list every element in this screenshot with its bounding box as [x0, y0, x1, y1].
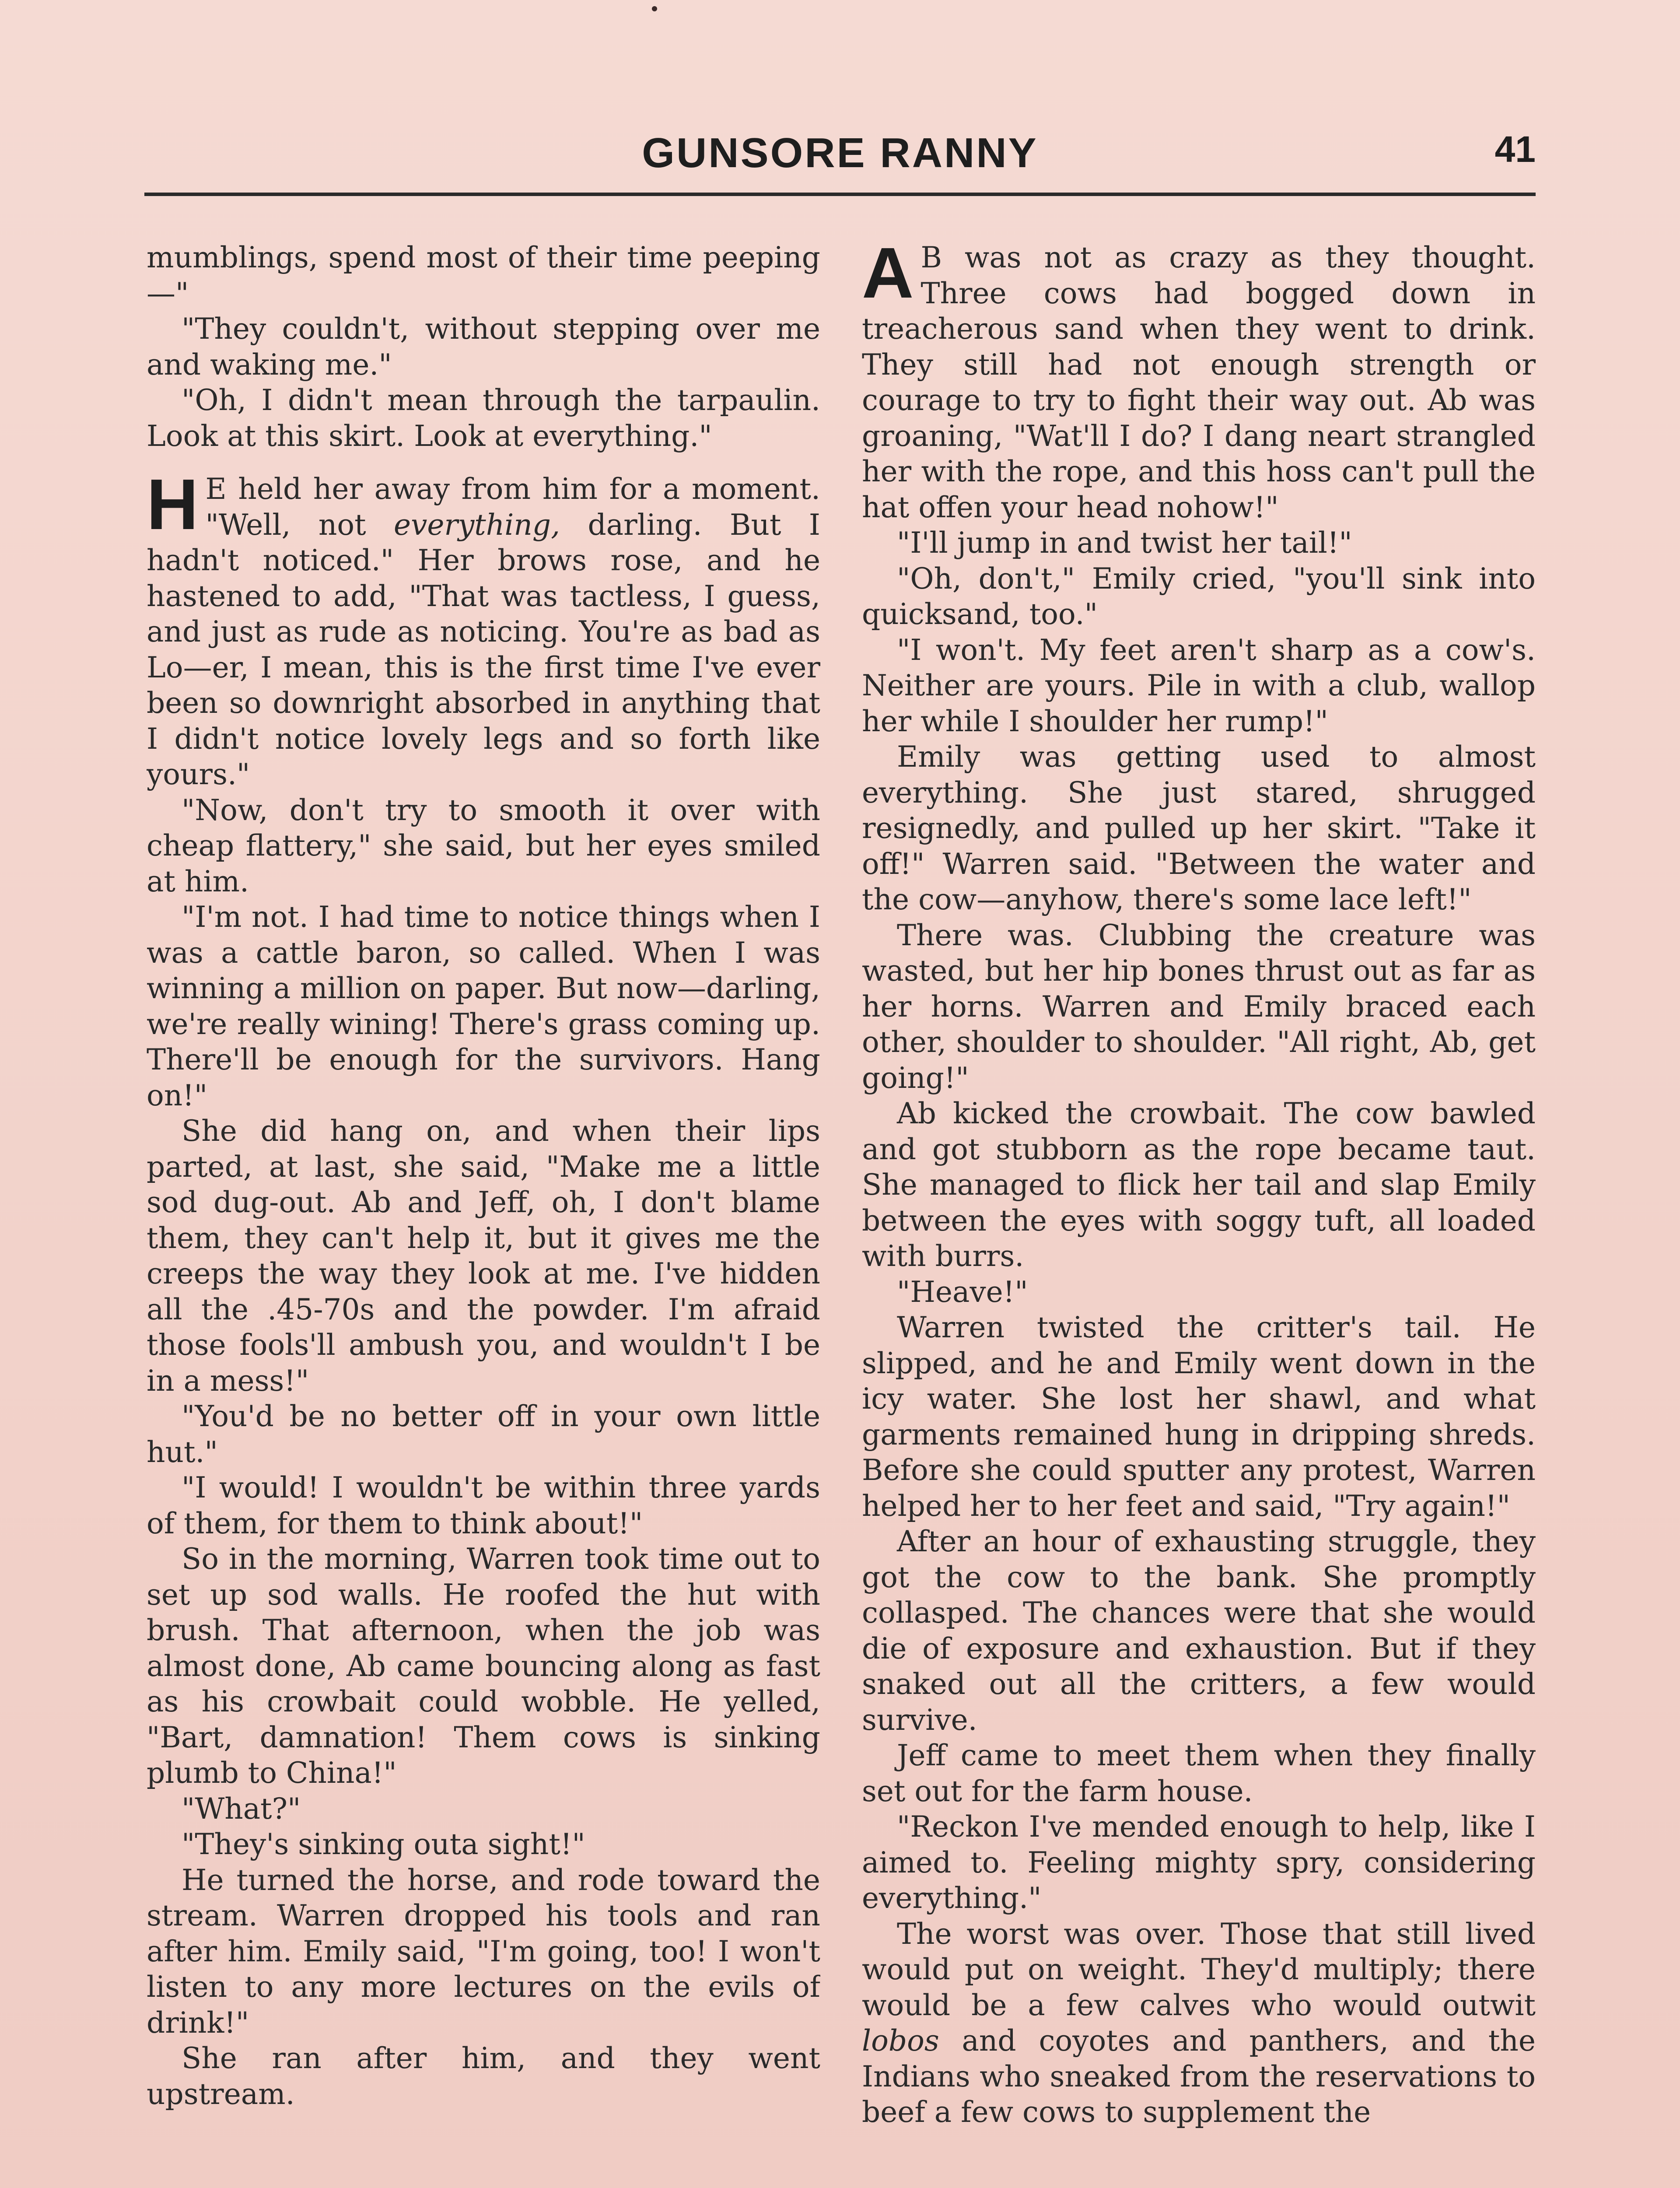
emphasis: lobos: [862, 2024, 939, 2058]
paragraph: So in the morning, Warren took time out to set up sod walls. He roofed the hut with brush. That afternoon, when the job was almost done, Ab came bouncing along as fast as his crowbait could wobble. He yelled, "Bart, damnation! Them cows is sinking plumb to China!": [147, 1542, 820, 1790]
paragraph: "I won't. My feet aren't sharp as a cow's. Neither are yours. Pile in with a club, wallop her while I shoulder her rump!": [862, 633, 1536, 738]
paragraph: mumblings, spend most of their time peeping—": [147, 241, 820, 310]
page-header: [144, 125, 1536, 182]
paragraph: He turned the horse, and rode toward the stream. Warren dropped his tools and ran after him. Emily said, "I'm going, too! I won't listen to any more lectures on the evils of drink!": [147, 1863, 820, 2040]
drop-cap: H: [147, 464, 199, 544]
paragraph: "They couldn't, without stepping over me and waking me.": [147, 312, 820, 382]
paragraph: She ran after him, and they went upstream.: [147, 2041, 820, 2111]
print-speck: [652, 6, 657, 11]
drop-cap: A: [862, 240, 914, 313]
text-run: B was not as crazy as they thought. Three cows had bogged down in treacherous sand when they went to drink. They still had not enough strength or courage to try to fight their way out. Ab was groaning, "Wat'll I do? I dang neart strangled her with the rope, and this hoss can't pull the hat offen your head nohow!": [862, 241, 1536, 524]
paragraph: "I'll jump in and twist her tail!": [897, 526, 1352, 560]
header-rule: [144, 193, 1536, 196]
left-column: [147, 240, 820, 2188]
paragraph: "Oh, I didn't mean through the tarpaulin. Look at this skirt. Look at everything.": [147, 383, 820, 453]
paragraph: "Reckon I've mended enough to help, like I aimed to. Feeling mighty spry, considering everything.": [862, 1810, 1536, 1915]
text-run: The worst was over. Those that still lived would put on weight. They'd multiply; there would be a few calves who would outwit: [862, 1917, 1536, 2022]
paragraph: Warren twisted the critter's tail. He slipped, and he and Emily went down in the icy water. She lost her shawl, and what garments remained hung in dripping shreds. Before she could sputter any protest, Warren helped her to her feet and said, "Try again!": [862, 1311, 1536, 1523]
paragraph: "Oh, don't," Emily cried, "you'll sink into quicksand, too.": [862, 561, 1536, 631]
paragraph: [862, 1916, 1536, 2130]
paragraph-dropcap: [862, 240, 1536, 525]
paragraph: After an hour of exhausting struggle, they got the cow to the bank. She promptly collasped. The chances were that she would die of exposure and exhaustion. But if they snaked out all the critters, a few would survive.: [862, 1525, 1536, 1737]
paragraph: "They's sinking outa sight!": [182, 1827, 585, 1861]
text-run: darling. But I hadn't noticed." Her brows rose, and he hastened to add, "That was tactless, I guess, and just as rude as noticing. You're as bad as Lo—er, I mean, this is the first time I've ever been so downright absorbed in anything that I didn't notice lovely legs and so forth like yours.": [147, 508, 820, 791]
paragraph: There was. Clubbing the creature was wasted, but her hip bones thrust out as far as her horns. Warren and Emily braced each other, shoulder to shoulder. "All right, Ab, get going!": [862, 918, 1536, 1095]
paragraph: She did hang on, and when their lips parted, at last, she said, "Make me a little sod dug-out. Ab and Jeff, oh, I don't blame them, they can't help it, but it gives me the creeps the way they look at me. I've hidden all the .45-70s and the powder. I'm afraid those fools'll ambush you, and wouldn't I be in a mess!": [147, 1114, 820, 1398]
paragraph-dropcap: [147, 464, 820, 792]
story-title: GUNSORE RANNY: [642, 130, 1038, 176]
right-column: [862, 240, 1536, 2188]
paragraph: "I'm not. I had time to notice things when I was a cattle baron, so called. When I was winning a million on paper. But now—darling, we're really wining! There's grass coming up. There'll be enough for the survivors. Hang on!": [147, 900, 820, 1112]
paragraph: "What?": [182, 1792, 301, 1826]
text-run: E held her away from him for a moment. "Well, not: [205, 472, 820, 542]
paragraph: "Now, don't try to smooth it over with cheap flattery," she said, but her eyes smiled at him.: [147, 793, 820, 898]
paragraph: Emily was getting used to almost everything. She just stared, shrugged resignedly, and pulled up her skirt. "Take it off!" Warren said. "Between the water and the cow—anyhow, there's some lace left!": [862, 740, 1536, 916]
paragraph: "You'd be no better off in your own little hut.": [147, 1399, 820, 1469]
paragraph: Ab kicked the crowbait. The cow bawled and got stubborn as the rope became taut. She managed to flick her tail and slap Emily between the eyes with soggy tuft, all loaded with burrs.: [862, 1097, 1536, 1273]
paragraph: "I would! I wouldn't be within three yards of them, for them to think about!": [147, 1471, 820, 1540]
page-number: 41: [1494, 129, 1536, 170]
emphasis: everything,: [394, 508, 560, 542]
paragraph: "Heave!": [897, 1275, 1028, 1309]
text-run: and coyotes and panthers, and the Indians who sneaked from the reservations to beef a few cows to supplement the: [862, 2024, 1536, 2129]
paragraph: Jeff came to meet them when they finally set out for the farm house.: [862, 1739, 1536, 1808]
